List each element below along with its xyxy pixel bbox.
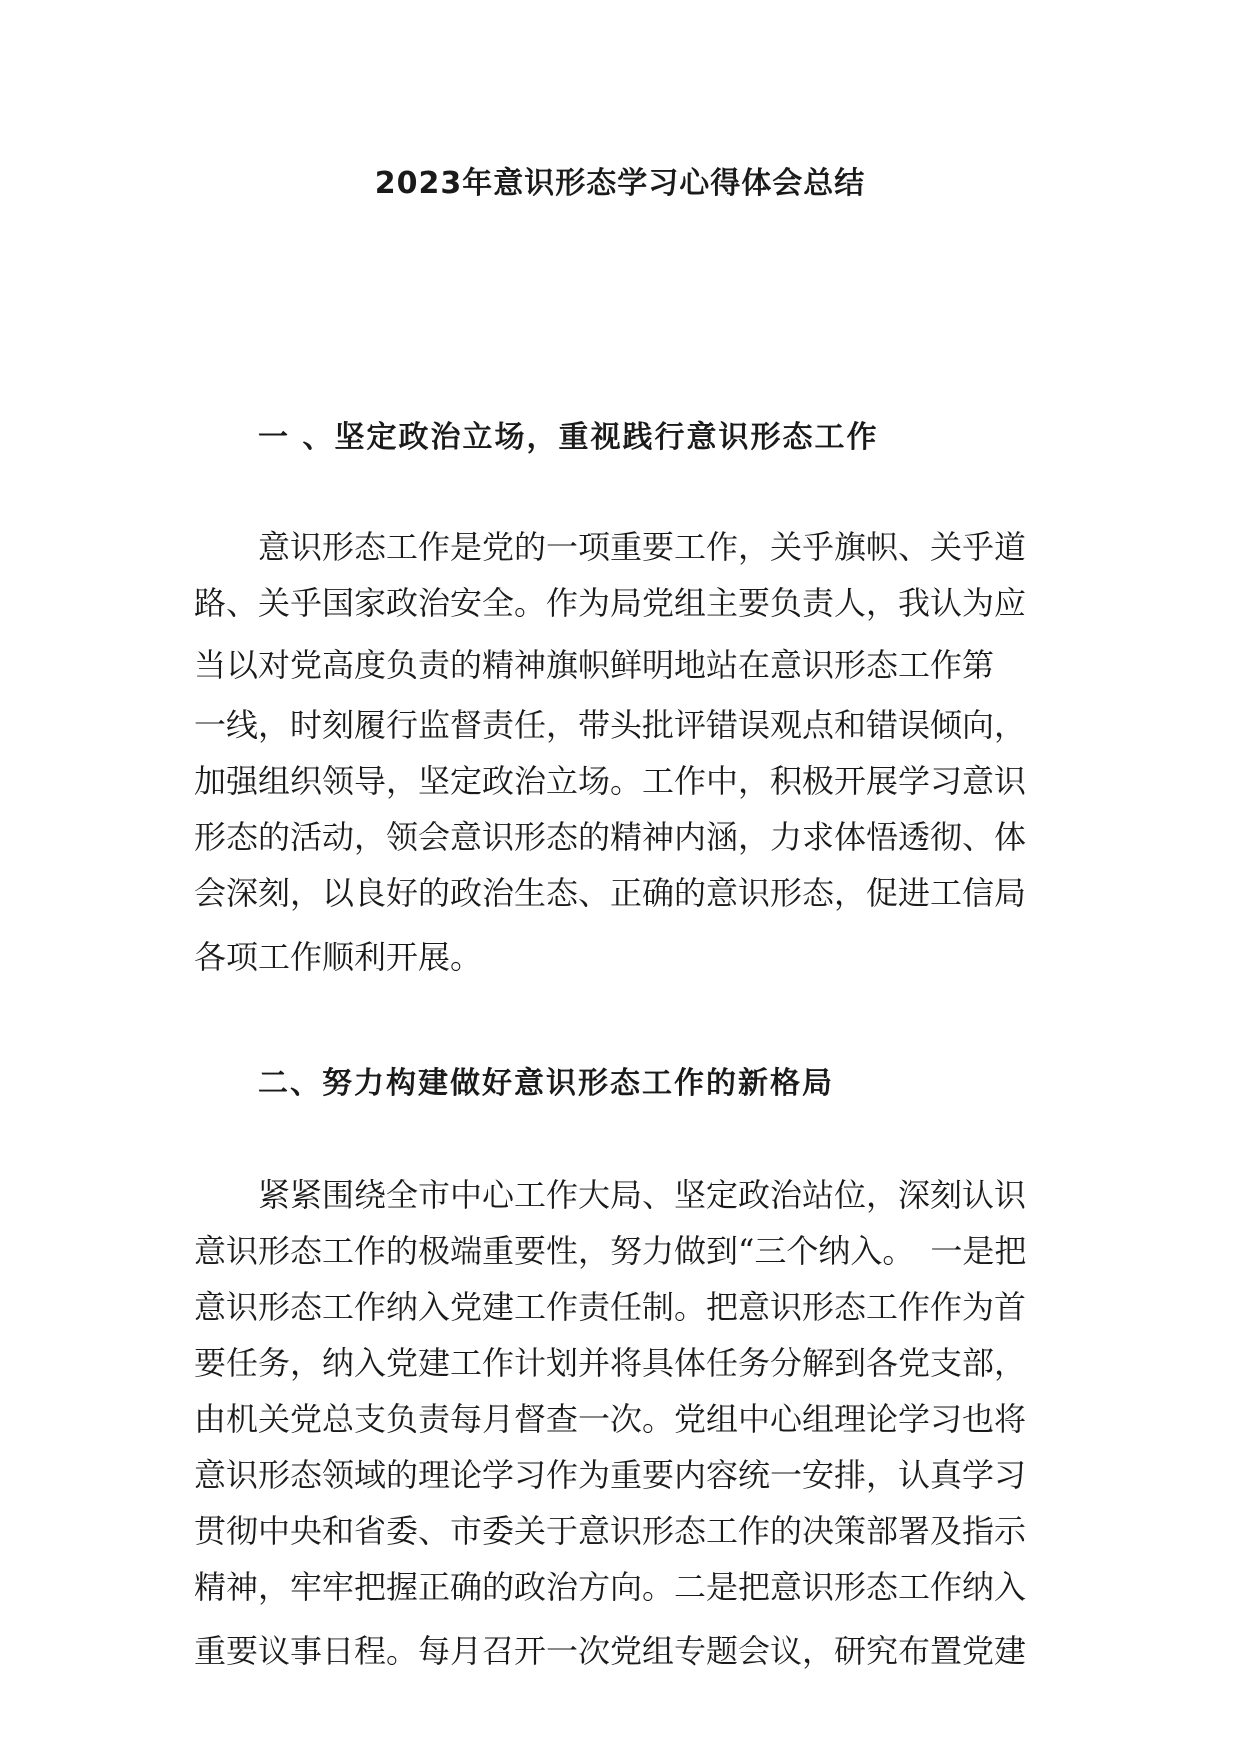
paragraph-line	[194, 756, 1240, 802]
line-text: 意识形态领域的理论学习作为重要内容统一安排，认真学习	[194, 1456, 1027, 1494]
paragraph-line	[194, 1338, 1240, 1384]
paragraph-line	[194, 640, 1240, 686]
paragraph-line	[194, 1562, 1240, 1608]
paragraph-line	[194, 1450, 1240, 1496]
line-text: 一线，时刻履行监督责任，带头批评错误观点和错误倾向，	[194, 706, 1027, 744]
paragraph-line	[194, 812, 1240, 858]
paragraph-line	[194, 868, 1240, 914]
line-text: 会深刻，以良好的政治生态、正确的意识形态，促进工信局	[194, 874, 1027, 912]
line-text: 加强组织领导，坚定政治立场。工作中，积极开展学习意识	[194, 762, 1027, 800]
paragraph-line	[194, 1282, 1240, 1328]
line-text: 各项工作顺利开展。	[194, 938, 483, 976]
line-text: 精神，牢牢把握正确的政治方向。二是把意识形态工作纳入	[194, 1568, 1027, 1606]
paragraph-line	[258, 1170, 1240, 1216]
paragraph-line	[194, 1226, 1240, 1272]
paragraph-line	[194, 1506, 1240, 1552]
line-text: 形态的活动，领会意识形态的精神内涵，力求体悟透彻、体	[194, 818, 1027, 856]
paragraph-line	[194, 578, 1240, 624]
line-text: 当以对党高度负责的精神旗帜鲜明地站在意识形态工作第	[194, 646, 995, 684]
paragraph-line	[194, 1626, 1240, 1672]
paragraph-line	[194, 700, 1240, 746]
paragraph-line	[194, 932, 1240, 978]
section-2-heading: 二、努力构建做好意识形态工作的新格局	[258, 1066, 834, 1101]
line-text: 由机关党总支负责每月督查一次。党组中心组理论学习也将	[194, 1400, 1027, 1438]
line-text: 意识形态工作纳入党建工作责任制。把意识形态工作作为首	[194, 1288, 1027, 1326]
line-text: 要任务，纳入党建工作计划并将具体任务分解到各党支部，	[194, 1344, 1027, 1382]
line-text: 重要议事日程。每月召开一次党组专题会议，研究布置党建	[194, 1632, 1027, 1670]
document-title: 2023年意识形态学习心得体会总结	[374, 166, 866, 201]
line-text: 意识形态工作的极端重要性，努力做到“三个纳入。 一是把	[194, 1232, 1027, 1270]
line-text: 紧紧围绕全市中心工作大局、坚定政治站位，深刻认识	[258, 1176, 1027, 1214]
line-text: 路、关乎国家政治安全。作为局党组主要负责人，我认为应	[194, 584, 1027, 622]
section-1-heading: 一 、坚定政治立场，重视践行意识形态工作	[258, 420, 879, 455]
line-text: 意识形态工作是党的一项重要工作，关乎旗帜、关乎道	[258, 528, 1027, 566]
line-text: 贯彻中央和省委、市委关于意识形态工作的决策部署及指示	[194, 1512, 1027, 1550]
paragraph-line	[258, 522, 1240, 568]
paragraph-line	[194, 1394, 1240, 1440]
